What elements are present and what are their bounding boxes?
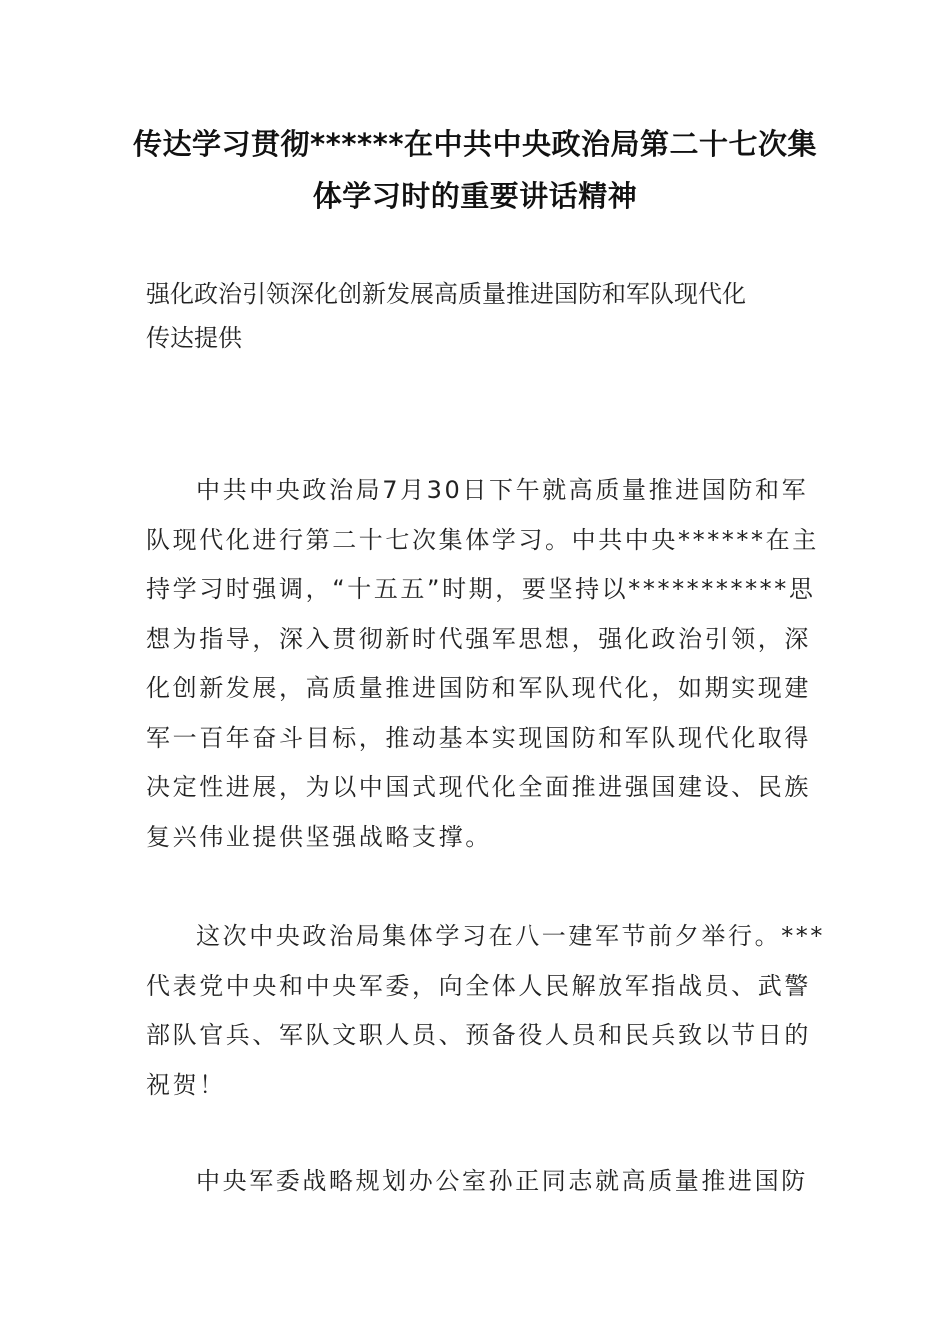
paragraph-line: 想为指导，深入贯彻新时代强军思想，强化政治引领，深	[146, 624, 811, 653]
paragraph-line: 中共中央政治局7月30日下午就高质量推进国防和军	[196, 476, 809, 504]
paragraph-line: 队现代化进行第二十七次集体学习。中共中央******在主	[146, 525, 819, 554]
subtitle-line-1: 强化政治引领深化创新发展高质量推进国防和军队现代化	[146, 280, 746, 308]
paragraph-line: 部队官兵、军队文职人员、预备役人员和民兵致以节日的	[146, 1021, 811, 1049]
document-subtitle	[146, 272, 826, 360]
paragraph-line: 祝贺！	[146, 1070, 226, 1099]
paragraph-line: 代表党中央和中央军委，向全体人民解放军指战员、武警	[146, 971, 811, 1000]
paragraph-line: 复兴伟业提供坚强战略支撑。	[146, 822, 492, 851]
title-line-2: 体学习时的重要讲话精神	[312, 179, 638, 213]
paragraph-line: 军一百年奋斗目标，推动基本实现国防和军队现代化取得	[146, 723, 811, 752]
paragraph-line: 中央军委战略规划办公室孙正同志就高质量推进国防	[196, 1167, 808, 1195]
paragraph-line: 持学习时强调，“十五五”时期，要坚持以***********思	[146, 575, 816, 603]
body-paragraph-1	[146, 466, 819, 862]
document-title	[130, 118, 820, 222]
body-paragraph-2	[146, 912, 825, 1110]
paragraph-line: 化创新发展，高质量推进国防和军队现代化，如期实现建	[146, 674, 811, 702]
subtitle-line-2: 传达提供	[146, 324, 242, 352]
title-line-1: 传达学习贯彻******在中共中央政治局第二十七次集	[133, 127, 817, 161]
body-paragraph-3	[146, 1157, 806, 1207]
paragraph-line: 决定性进展，为以中国式现代化全面推进强国建设、民族	[146, 773, 811, 801]
paragraph-line: 这次中央政治局集体学习在八一建军节前夕举行。***	[196, 922, 825, 950]
